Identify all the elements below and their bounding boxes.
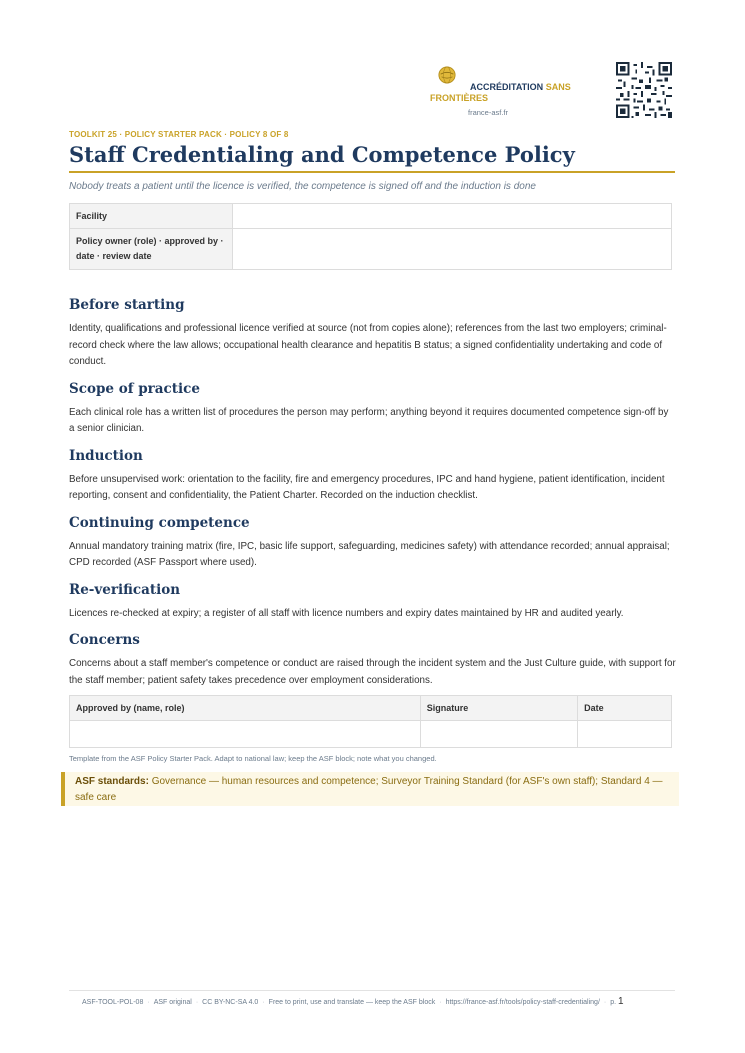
section-re-verification	[69, 581, 676, 623]
document-kicker: TOOLKIT 25 · POLICY STARTER PACK · POLICY 8 OF 8	[69, 130, 289, 139]
section-induction	[69, 447, 676, 505]
table-row	[70, 204, 672, 229]
page-prefix: p.	[610, 999, 617, 1006]
section-concerns	[69, 631, 676, 689]
footer-link[interactable]: https://france-asf.fr/tools/policy-staff-credentialing/	[445, 999, 600, 1006]
table-row	[70, 721, 672, 748]
brand-name-part1: ACCRÉDITATION	[470, 82, 544, 92]
asf-standards-label: ASF standards:	[75, 776, 149, 787]
date-field[interactable]	[578, 721, 672, 748]
page-footer: ASF-TOOL-POL-08 · ASF original · CC BY-NC-SA 4.0 · Free to print, use and translate — keep the ASF block · https://france-asf.fr/tools/policy-staff-credentialing/ · p. 1	[82, 996, 624, 1007]
section-body: Licences re-checked at expiry; a register of all staff with licence numbers and expiry dates maintained by HR and audited yearly.	[69, 607, 624, 619]
footer-divider	[69, 990, 675, 991]
section-body: Concerns about a staff member's competence or conduct are raised through the incident system and the Just Culture guide, with support for the staff member; patient safety takes precedence over employment considerations.	[69, 658, 676, 686]
footer-origin: ASF original	[153, 999, 192, 1006]
qr-code-icon	[616, 62, 672, 118]
approved-by-field[interactable]	[70, 721, 421, 748]
section-heading: Before starting	[69, 297, 185, 313]
asf-standards-text: Governance — human resources and competence; Surveyor Training Standard (for ASF's own staff); Standard 4 — safe care	[75, 776, 663, 803]
policy-owner-label: Policy owner (role) · approved by · date · review date	[70, 229, 233, 270]
policy-owner-field[interactable]	[233, 229, 672, 270]
policy-sections	[69, 296, 676, 698]
brand-name-part2: SANS FRONTIÈRES	[430, 82, 571, 103]
signature-field[interactable]	[420, 721, 577, 748]
template-note: Template from the ASF Policy Starter Pack. Adapt to national law; keep the ASF block; note what you changed.	[69, 754, 437, 763]
section-heading: Scope of practice	[69, 380, 200, 397]
asf-standards-callout	[61, 772, 679, 806]
section-before-starting	[69, 296, 676, 371]
section-heading: Continuing competence	[69, 514, 250, 531]
approved-by-header: Approved by (name, role)	[70, 696, 421, 721]
table-row	[70, 229, 672, 270]
brand-url[interactable]: france-asf.fr	[468, 108, 509, 117]
section-continuing-competence	[69, 514, 676, 572]
section-heading: Induction	[69, 447, 143, 464]
section-heading: Re-verification	[69, 581, 181, 598]
page-number: 1	[618, 996, 624, 1007]
approval-table	[69, 695, 672, 748]
section-body: Each clinical role has a written list of procedures the person may perform; anything beyond it requires documented competence sign-off by a senior clinician.	[69, 406, 669, 434]
facility-label: Facility	[70, 204, 233, 229]
page-title: Staff Credentialing and Competence Policy	[69, 142, 575, 167]
policy-info-table	[69, 203, 672, 270]
signature-header: Signature	[420, 696, 577, 721]
footer-license: CC BY-NC-SA 4.0	[202, 999, 259, 1006]
section-heading: Concerns	[69, 632, 140, 648]
section-body: Identity, qualifications and professional licence verified at source (not from copies alone); references from the last two employers; criminal-record check where the law allows; occupational health clearance and hepatitis B status; a signed confidentiality undertaking and code of conduct.	[69, 323, 667, 367]
table-header-row	[70, 696, 672, 721]
section-scope-of-practice	[69, 380, 676, 438]
page-subtitle: Nobody treats a patient until the licence is verified, the competence is signed off and the induction is done	[69, 181, 536, 192]
footer-terms: Free to print, use and translate — keep the ASF block	[268, 999, 436, 1006]
section-body: Annual mandatory training matrix (fire, IPC, basic life support, safeguarding, medicines safety) with attendance recorded; annual appraisal; CPD recorded (ASF Passport where used).	[69, 540, 670, 568]
date-header: Date	[578, 696, 672, 721]
section-body: Before unsupervised work: orientation to the facility, fire and emergency procedures, IPC and hand hygiene, patient identification, incident reporting, consent and confidentiality, the Patient Charter. Recorded on the induction checklist.	[69, 473, 665, 501]
footer-code: ASF-TOOL-POL-08	[82, 999, 144, 1006]
brand-name	[430, 82, 605, 104]
title-divider	[69, 171, 675, 173]
facility-field[interactable]	[233, 204, 672, 229]
